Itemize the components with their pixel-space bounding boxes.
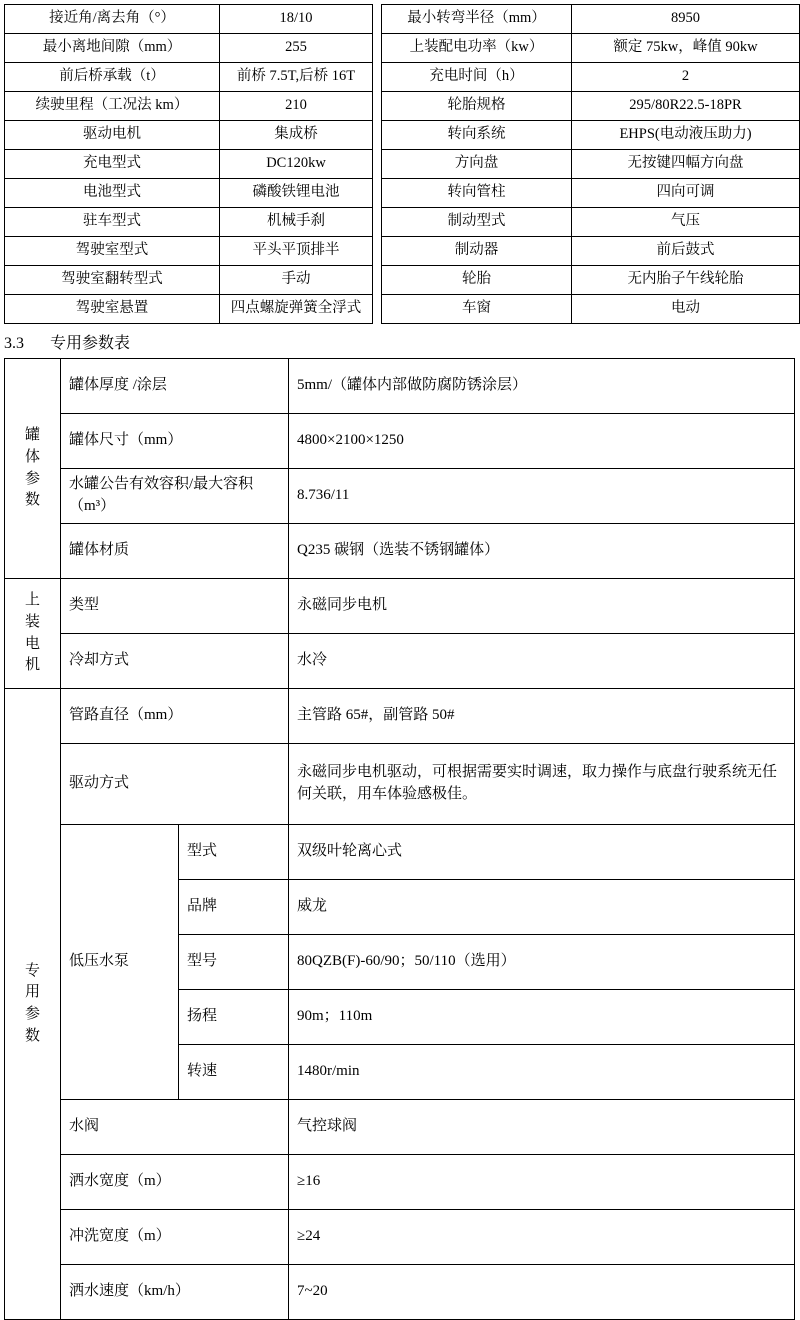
spec-label: 最小离地间隙（mm） xyxy=(5,34,220,63)
group-label-line: 上装 xyxy=(24,592,46,630)
spec-label: 轮胎 xyxy=(382,266,572,295)
spec-label: 最小转弯半径（mm） xyxy=(382,5,572,34)
table-row xyxy=(5,414,795,469)
group-label-line: 电机 xyxy=(24,635,46,674)
table-row xyxy=(5,121,373,150)
table-row xyxy=(5,634,795,689)
param-label: 罐体尺寸（mm） xyxy=(61,414,289,469)
table-row xyxy=(382,5,800,34)
table-row xyxy=(382,266,800,295)
spec-label: 充电型式 xyxy=(5,150,220,179)
table-row xyxy=(5,295,373,324)
table-row xyxy=(5,266,373,295)
table-row xyxy=(5,524,795,579)
table-row xyxy=(382,179,800,208)
pump-label: 低压水泵 xyxy=(61,825,179,1100)
table-row xyxy=(5,5,373,34)
table-row xyxy=(5,825,795,880)
section-number: 3.3 xyxy=(4,335,24,352)
param-label: 冷却方式 xyxy=(61,634,289,689)
spec-label: 制动型式 xyxy=(382,208,572,237)
pump-sub-label: 型号 xyxy=(179,935,289,990)
group-label-special xyxy=(5,689,61,1320)
table-row xyxy=(5,1155,795,1210)
spec-value: 无内胎子午线轮胎 xyxy=(572,266,800,295)
param-value: 水冷 xyxy=(289,634,795,689)
param-label: 洒水宽度（m） xyxy=(61,1155,289,1210)
param-value: ≥16 xyxy=(289,1155,795,1210)
special-parameters-table xyxy=(4,358,795,1320)
param-value: 7~20 xyxy=(289,1265,795,1320)
spec-label: 转向系统 xyxy=(382,121,572,150)
param-label: 罐体材质 xyxy=(61,524,289,579)
table-row xyxy=(382,208,800,237)
table-row xyxy=(382,121,800,150)
param-value: 气控球阀 xyxy=(289,1100,795,1155)
group-label-tank xyxy=(5,359,61,579)
table-row xyxy=(5,237,373,266)
table-row xyxy=(5,63,373,92)
spec-label: 驾驶室悬置 xyxy=(5,295,220,324)
table-row xyxy=(5,34,373,63)
spec-label: 转向管柱 xyxy=(382,179,572,208)
table-row xyxy=(5,744,795,825)
spec-label: 前后桥承载（t） xyxy=(5,63,220,92)
section-title: 专用参数表 xyxy=(50,335,131,352)
param-value: 永磁同步电机 xyxy=(289,579,795,634)
spec-label: 电池型式 xyxy=(5,179,220,208)
spec-value: 210 xyxy=(220,92,373,121)
spec-label: 轮胎规格 xyxy=(382,92,572,121)
spec-value: 8950 xyxy=(572,5,800,34)
spec-label: 充电时间（h） xyxy=(382,63,572,92)
spec-value: 前后鼓式 xyxy=(572,237,800,266)
spec-label: 制动器 xyxy=(382,237,572,266)
table-row xyxy=(5,359,795,414)
group-label-line: 参数 xyxy=(24,470,46,509)
table-row xyxy=(5,150,373,179)
table-row xyxy=(382,150,800,179)
table-row xyxy=(382,63,800,92)
top-spec-tables xyxy=(0,0,800,324)
spec-value: 295/80R22.5-18PR xyxy=(572,92,800,121)
group-label-line: 参数 xyxy=(24,1006,46,1044)
table-row xyxy=(5,689,795,744)
pump-sub-label: 扬程 xyxy=(179,990,289,1045)
param-value: 5mm/（罐体内部做防腐防锈涂层） xyxy=(289,359,795,414)
table-row xyxy=(5,1265,795,1320)
param-label: 驱动方式 xyxy=(61,744,289,825)
param-label: 管路直径（mm） xyxy=(61,689,289,744)
spec-label: 车窗 xyxy=(382,295,572,324)
param-label: 冲洗宽度（m） xyxy=(61,1210,289,1265)
pump-value: 90m；110m xyxy=(289,990,795,1045)
spec-value: 磷酸铁锂电池 xyxy=(220,179,373,208)
spec-label: 驾驶室型式 xyxy=(5,237,220,266)
pump-sub-label: 转速 xyxy=(179,1045,289,1100)
param-label: 类型 xyxy=(61,579,289,634)
param-value: 永磁同步电机驱动，可根据需要实时调速，取力操作与底盘行驶系统无任何关联，用车体验感极佳。 xyxy=(289,744,795,825)
param-value: 4800×2100×1250 xyxy=(289,414,795,469)
spec-value: 2 xyxy=(572,63,800,92)
pump-value: 1480r/min xyxy=(289,1045,795,1100)
spec-label: 上装配电功率（kw） xyxy=(382,34,572,63)
table-row xyxy=(5,92,373,121)
param-label: 罐体厚度 /涂层 xyxy=(61,359,289,414)
group-label-line: 罐 体 xyxy=(24,427,46,465)
spec-value: 18/10 xyxy=(220,5,373,34)
param-value: 8.736/11 xyxy=(289,469,795,524)
table-row xyxy=(5,469,795,524)
table-row xyxy=(382,92,800,121)
spec-value: EHPS(电动液压助力) xyxy=(572,121,800,150)
spec-label: 驾驶室翻转型式 xyxy=(5,266,220,295)
spec-label: 驱动电机 xyxy=(5,121,220,150)
pump-sub-label: 型式 xyxy=(179,825,289,880)
spec-value: 集成桥 xyxy=(220,121,373,150)
table-row xyxy=(5,208,373,237)
spec-label: 方向盘 xyxy=(382,150,572,179)
spec-value: 四点螺旋弹簧全浮式 xyxy=(220,295,373,324)
group-label-line: 专用 xyxy=(24,962,46,1001)
right-spec-table xyxy=(381,4,800,324)
group-label-motor xyxy=(5,579,61,689)
table-row xyxy=(5,1100,795,1155)
table-row xyxy=(5,179,373,208)
param-value: Q235 碳钢（选装不锈钢罐体） xyxy=(289,524,795,579)
param-value: ≥24 xyxy=(289,1210,795,1265)
spec-value: DC120kw xyxy=(220,150,373,179)
spec-value: 255 xyxy=(220,34,373,63)
left-spec-table xyxy=(4,4,373,324)
spec-value: 气压 xyxy=(572,208,800,237)
spec-label: 驻车型式 xyxy=(5,208,220,237)
pump-value: 双级叶轮离心式 xyxy=(289,825,795,880)
spec-value: 平头平顶排半 xyxy=(220,237,373,266)
table-row xyxy=(382,34,800,63)
spec-value: 机械手刹 xyxy=(220,208,373,237)
param-label: 水罐公告有效容积/最大容积（m³） xyxy=(61,469,289,524)
section-heading xyxy=(0,324,800,358)
param-label: 水阀 xyxy=(61,1100,289,1155)
spec-value: 手动 xyxy=(220,266,373,295)
spec-value: 无按键四幅方向盘 xyxy=(572,150,800,179)
table-row xyxy=(382,295,800,324)
pump-value: 威龙 xyxy=(289,880,795,935)
table-row xyxy=(382,237,800,266)
spec-value: 前桥 7.5T,后桥 16T xyxy=(220,63,373,92)
param-value: 主管路 65#，副管路 50# xyxy=(289,689,795,744)
table-row xyxy=(5,579,795,634)
spec-label: 接近角/离去角（°） xyxy=(5,5,220,34)
spec-label: 续驶里程（工况法 km） xyxy=(5,92,220,121)
spec-value: 四向可调 xyxy=(572,179,800,208)
spec-value: 额定 75kw，峰值 90kw xyxy=(572,34,800,63)
pump-value: 80QZB(F)-60/90；50/110（选用） xyxy=(289,935,795,990)
pump-sub-label: 品牌 xyxy=(179,880,289,935)
spec-value: 电动 xyxy=(572,295,800,324)
param-label: 洒水速度（km/h） xyxy=(61,1265,289,1320)
table-row xyxy=(5,1210,795,1265)
